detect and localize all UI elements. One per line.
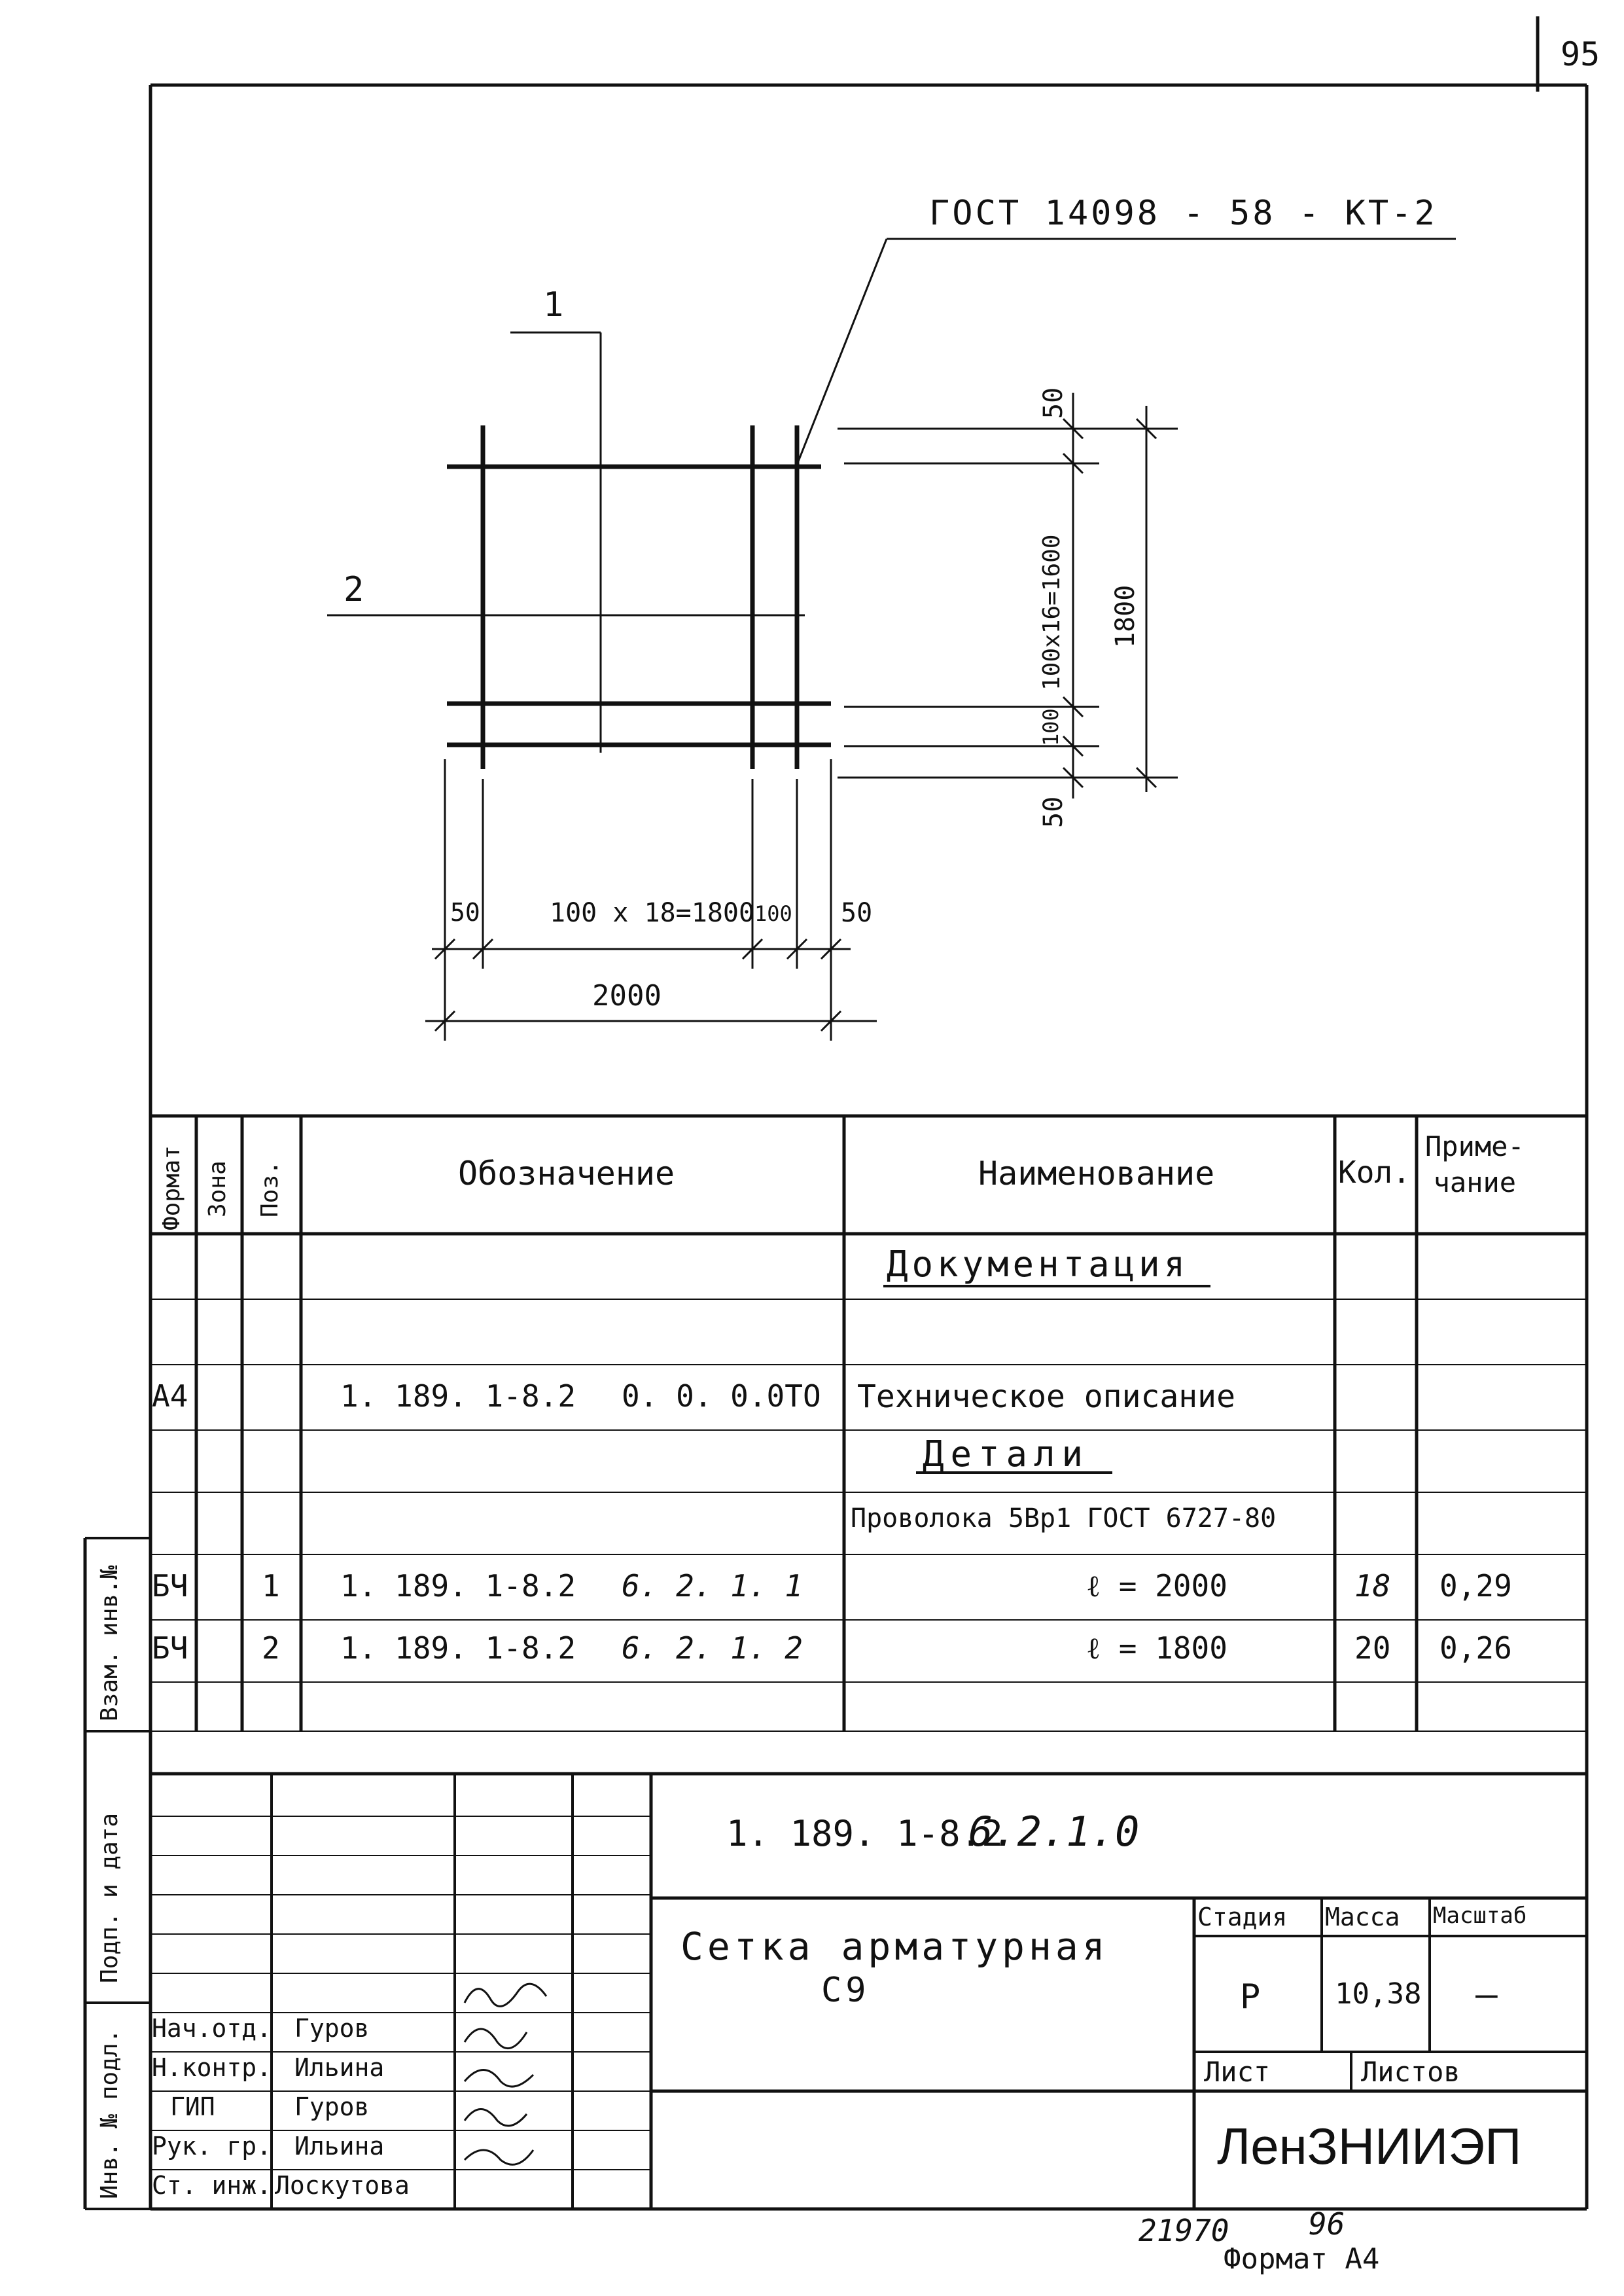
- header-format: Формат: [158, 1145, 185, 1230]
- staff-role-3: Рук. гр.: [152, 2132, 272, 2161]
- section-documentation: Документация: [887, 1244, 1190, 1285]
- staff-role-2: ГИП: [170, 2092, 215, 2121]
- dim-horizontal-total: 2000: [592, 979, 662, 1013]
- dim-50-top: 50: [1038, 387, 1068, 419]
- staff-name-4: Лоскутова: [275, 2171, 410, 2200]
- row3-format: БЧ: [152, 1630, 188, 1666]
- staff-name-2: Гуров: [294, 2092, 370, 2121]
- row3-note: 0,26: [1439, 1630, 1512, 1666]
- sheet-number: 95: [1561, 35, 1600, 73]
- stage-value: Р: [1240, 1977, 1261, 2017]
- dim-vertical-total: 1800: [1110, 584, 1140, 648]
- row3-qty: 20: [1354, 1630, 1391, 1666]
- row3-name: ℓ = 1800: [1086, 1630, 1227, 1666]
- mass-label: Масса: [1325, 1903, 1400, 1931]
- dim-100-horizontal: 100: [754, 901, 792, 926]
- mass-value: 10,38: [1335, 1977, 1422, 2011]
- header-name: Наименование: [978, 1155, 1215, 1193]
- staff-name-0: Гуров: [294, 2014, 370, 2043]
- section-parts: Детали: [923, 1433, 1090, 1475]
- sheets-label: Листов: [1361, 2056, 1460, 2088]
- row2-pos: 1: [262, 1568, 280, 1604]
- staff-role-1: Н.контр.: [152, 2053, 272, 2082]
- row2-name: ℓ = 2000: [1086, 1568, 1227, 1604]
- staff-name-1: Ильина: [294, 2053, 385, 2082]
- scale-label: Масштаб: [1433, 1903, 1527, 1929]
- dim-50-right: 50: [841, 898, 873, 928]
- row2-code: 6. 2. 1. 1: [622, 1568, 803, 1604]
- sheet-label: Лист: [1204, 2056, 1271, 2088]
- side-label-inv: Инв. № подл.: [96, 2028, 123, 2199]
- header-designation: Обозначение: [458, 1155, 675, 1193]
- position-2-label: 2: [344, 570, 364, 609]
- header-qty: Кол.: [1338, 1155, 1411, 1190]
- staff-role-4: Ст. инж.: [152, 2171, 272, 2200]
- stage-label: Стадия: [1197, 1903, 1288, 1931]
- staff-role-0: Нач.отд.: [152, 2014, 272, 2043]
- row0-format: А4: [152, 1378, 188, 1414]
- row2-designation: 1. 189. 1-8.2: [340, 1568, 576, 1604]
- row3-designation: 1. 189. 1-8.2: [340, 1630, 576, 1666]
- doc-code: 1. 189. 1-8.2: [726, 1813, 1003, 1854]
- footer-page: 96: [1309, 2206, 1345, 2242]
- side-label-vzam: Взам. инв.№: [96, 1565, 123, 1721]
- row2-qty: 18: [1354, 1568, 1391, 1604]
- row3-pos: 2: [262, 1630, 280, 1666]
- side-label-podp: Подп. и дата: [96, 1812, 123, 1983]
- header-note: Приме- чание: [1425, 1130, 1525, 1198]
- header-zone: Зона: [204, 1160, 231, 1217]
- row0-designation: 1. 189. 1-8.2: [340, 1378, 576, 1414]
- dim-horizontal-inner: 100 х 18=1800: [550, 898, 755, 928]
- gost-label: ГОСТ 14098 - 58 - КТ-2: [929, 194, 1438, 233]
- staff-name-3: Ильина: [294, 2132, 385, 2161]
- title-line2: С9: [821, 1971, 870, 2010]
- row2-note: 0,29: [1439, 1568, 1512, 1604]
- dim-50-bottom: 50: [1038, 796, 1068, 828]
- row3-code: 6. 2. 1. 2: [622, 1630, 803, 1666]
- footer-number: 21970: [1139, 2213, 1229, 2248]
- row1-name: Проволока 5Вр1 ГОСТ 6727-80: [851, 1503, 1277, 1534]
- dim-50-left: 50: [450, 898, 480, 927]
- row2-format: БЧ: [152, 1568, 188, 1604]
- dim-100-vertical: 100: [1038, 708, 1063, 746]
- title-line1: Сетка арматурная: [680, 1924, 1109, 1969]
- footer-format: Формат А4: [1224, 2242, 1380, 2276]
- doc-code-suffix: 6.2.1.0: [968, 1808, 1140, 1856]
- organization-logo: ЛенЗНИИЭП: [1217, 2117, 1522, 2175]
- row0-name: Техническое описание: [857, 1378, 1235, 1415]
- scale-value: —: [1475, 1973, 1498, 2016]
- header-pos: Поз.: [256, 1160, 283, 1217]
- dim-vertical-inner: 100х16=1600: [1038, 534, 1065, 691]
- row0-code: 0. 0. 0.0ТО: [622, 1378, 821, 1414]
- position-1-label: 1: [543, 285, 564, 325]
